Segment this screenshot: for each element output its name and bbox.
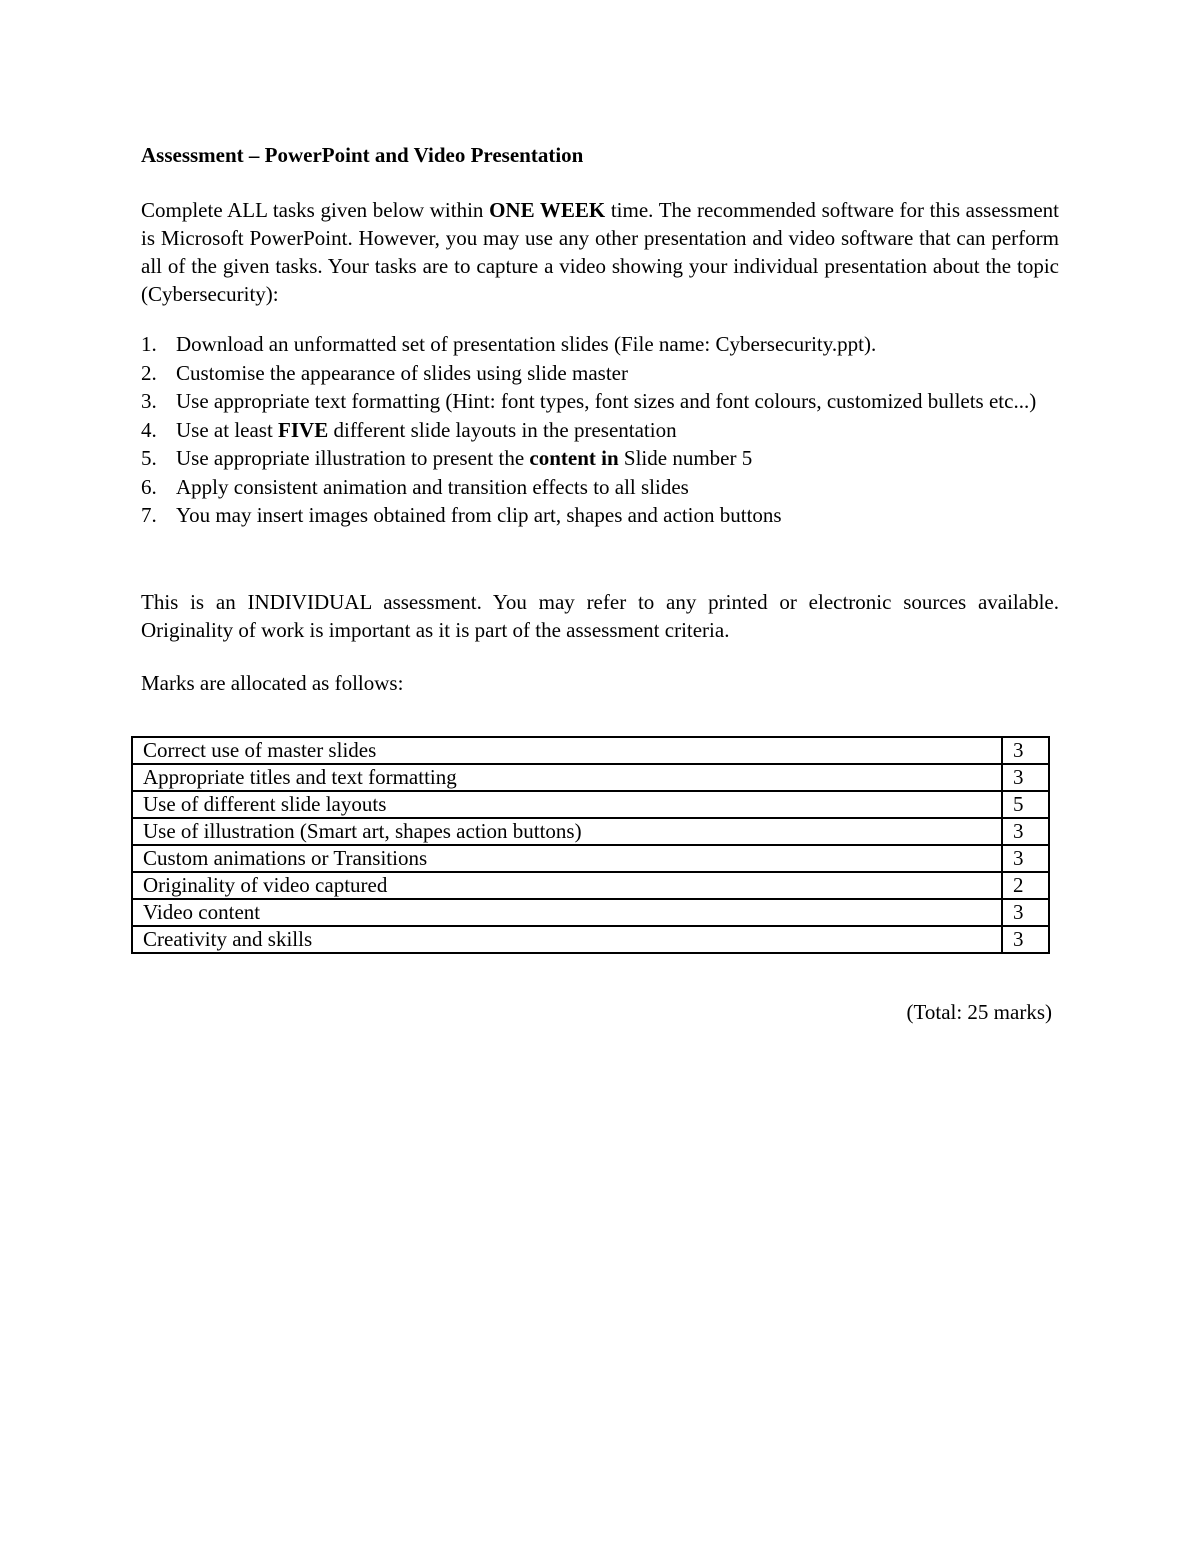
- table-row: [132, 764, 1049, 791]
- table-row: [132, 845, 1049, 872]
- task-text: Download an unformatted set of presentation slides (File name: Cybersecurity.ppt).: [176, 332, 877, 356]
- task-number: 1.: [141, 332, 157, 356]
- task-number: 6.: [141, 474, 157, 499]
- criterion-cell: Creativity and skills: [132, 926, 1002, 953]
- task-number: 3.: [141, 389, 157, 413]
- marks-cell: 2: [1002, 872, 1049, 899]
- task-text: Apply consistent animation and transition effects to all slides: [176, 474, 689, 499]
- criterion-cell: Custom animations or Transitions: [132, 845, 1002, 872]
- marks-table: [131, 736, 1050, 954]
- marks-cell: 3: [1002, 845, 1049, 872]
- task-text-end: Slide number 5: [618, 446, 753, 470]
- task-item: [141, 501, 1059, 530]
- task-text: Customise the appearance of slides using slide master: [176, 360, 628, 385]
- task-number: 4.: [141, 417, 157, 442]
- task-item: [141, 416, 1059, 445]
- criterion-cell: Use of illustration (Smart art, shapes action buttons): [132, 818, 1002, 845]
- marks-cell: 3: [1002, 818, 1049, 845]
- task-item: [141, 473, 1059, 502]
- table-row: [132, 818, 1049, 845]
- criterion-cell: Originality of video captured: [132, 872, 1002, 899]
- criterion-cell: Video content: [132, 899, 1002, 926]
- task-text: You may insert images obtained from clip art, shapes and action buttons: [176, 503, 782, 527]
- table-row: [132, 791, 1049, 818]
- intro-paragraph: [141, 196, 1059, 308]
- total-marks: (Total: 25 marks): [906, 1000, 1052, 1024]
- intro-text-end: time. The recommended software for this assessment is Microsoft PowerPoint. However, you may use any other presentation and video software that can perform all of the given tasks. Your tasks are to capture a video showing your individual presentation about the topic (Cybersecurity):: [141, 198, 1059, 306]
- individual-note: This is an INDIVIDUAL assessment. You may refer to any printed or electronic sources available. Originality of work is important as it is part of the assessment criteria.: [141, 589, 1059, 642]
- marks-cell: 3: [1002, 926, 1049, 953]
- task-item: [141, 387, 1059, 416]
- marks-cell: 3: [1002, 737, 1049, 764]
- task-text-start: Use appropriate illustration to present the: [176, 446, 530, 470]
- marks-cell: 3: [1002, 764, 1049, 791]
- table-row: [132, 737, 1049, 764]
- criterion-cell: Correct use of master slides: [132, 737, 1002, 764]
- table-row: [132, 872, 1049, 899]
- criterion-cell: Appropriate titles and text formatting: [132, 764, 1002, 791]
- table-row: [132, 899, 1049, 926]
- marks-cell: 3: [1002, 899, 1049, 926]
- task-text-start: Use at least: [176, 417, 279, 442]
- task-text: Use appropriate text formatting (Hint: font types, font sizes and font colours, customized bullets etc...): [176, 389, 1037, 413]
- marks-cell: 5: [1002, 791, 1049, 818]
- task-emphasis: FIVE: [278, 417, 329, 442]
- page-title: Assessment – PowerPoint and Video Presentation: [141, 143, 584, 167]
- task-list: [141, 330, 1059, 530]
- document-page: [141, 140, 1059, 696]
- table-row: [132, 926, 1049, 953]
- criterion-cell: Use of different slide layouts: [132, 791, 1002, 818]
- intro-text-start: Complete ALL tasks given below within: [141, 198, 490, 222]
- task-text: [176, 416, 1059, 445]
- task-text-end: different slide layouts in the presentation: [328, 417, 677, 442]
- task-item: [141, 444, 1059, 473]
- task-item: [141, 330, 1059, 359]
- marks-heading: Marks are allocated as follows:: [141, 670, 404, 695]
- task-text: [176, 444, 1059, 473]
- task-number: 2.: [141, 360, 157, 385]
- task-number: 7.: [141, 503, 157, 527]
- task-number: 5.: [141, 446, 157, 470]
- intro-emphasis: ONE WEEK: [489, 198, 606, 222]
- task-emphasis: content in: [529, 446, 619, 470]
- task-item: [141, 359, 1059, 388]
